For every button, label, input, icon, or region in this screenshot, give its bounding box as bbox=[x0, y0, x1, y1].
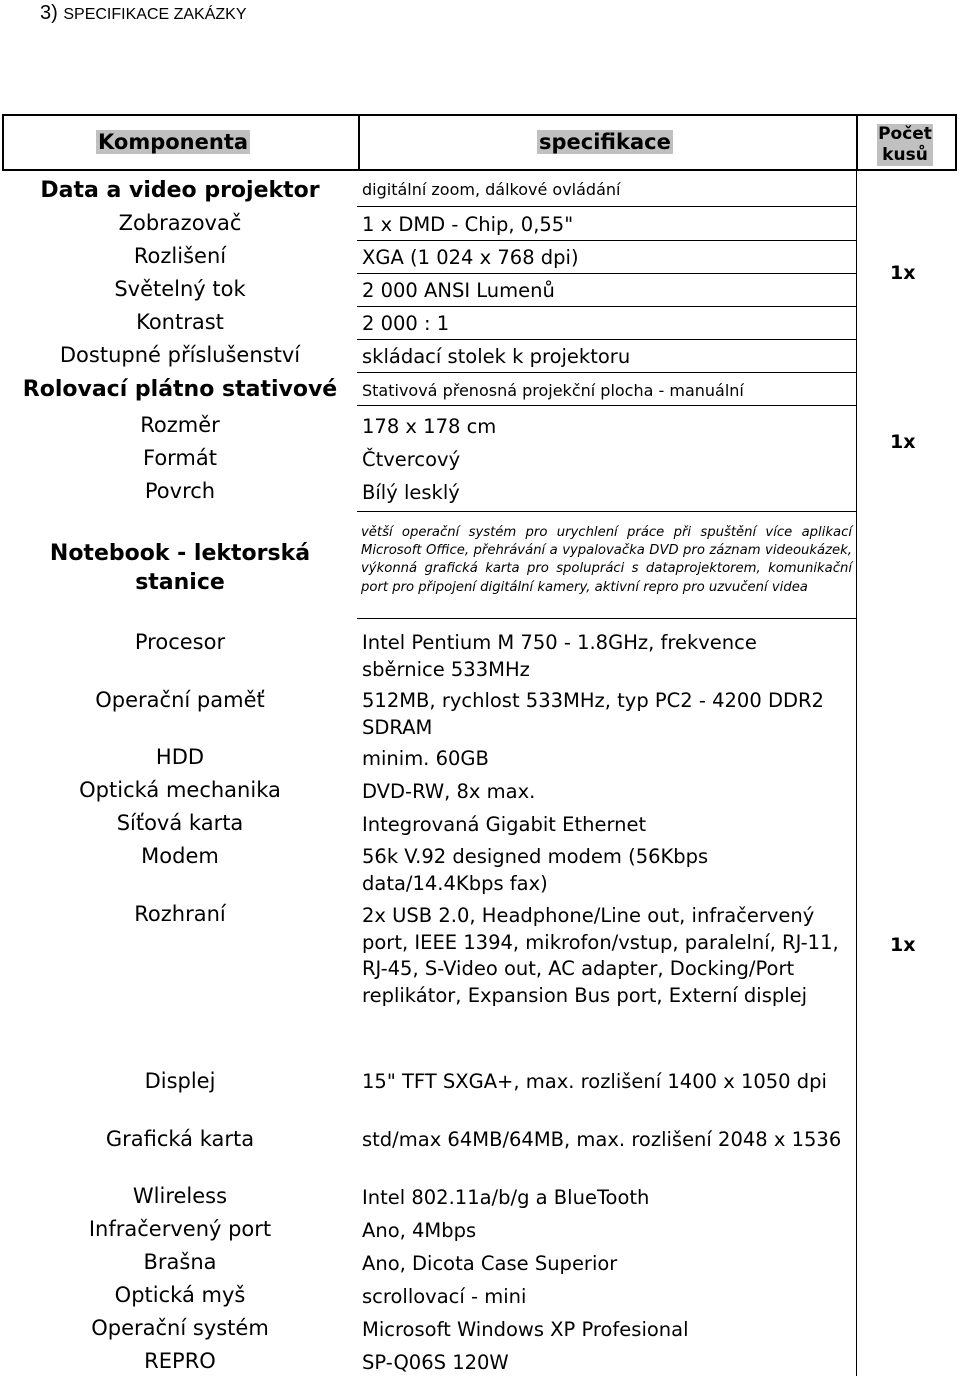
group-spec-projector: digitální zoom, dálkové ovládání bbox=[362, 180, 621, 199]
row-label: Grafická karta bbox=[105, 1127, 255, 1151]
row-label: Wlireless bbox=[132, 1184, 228, 1208]
row-value: 15" TFT SXGA+, max. rozlišení 1400 x 1050 dpi bbox=[362, 1070, 827, 1093]
row-label: Světelný tok bbox=[114, 277, 246, 301]
row-value: scrollovací - mini bbox=[362, 1285, 527, 1308]
section-heading bbox=[40, 2, 247, 25]
row-label: Rozlišení bbox=[133, 244, 227, 268]
row-label: Povrch bbox=[144, 479, 216, 503]
row-value: Intel 802.11a/b/g a BlueTooth bbox=[362, 1186, 650, 1209]
quantity-screen: 1x bbox=[890, 431, 916, 453]
row-value: Microsoft Windows XP Profesional bbox=[362, 1318, 689, 1341]
row-value: std/max 64MB/64MB, max. rozlišení 2048 x 1536 bbox=[362, 1128, 842, 1151]
row-value: 2 000 ANSI Lumenů bbox=[362, 279, 555, 302]
row-label: Zobrazovač bbox=[118, 211, 242, 235]
row-value: SP-Q06S 120W bbox=[362, 1351, 509, 1374]
row-label: Procesor bbox=[134, 630, 226, 654]
row-value: minim. 60GB bbox=[362, 747, 489, 770]
row-value: Ano, 4Mbps bbox=[362, 1219, 477, 1242]
header-count: Počet kusů bbox=[878, 124, 932, 165]
row-label: Brašna bbox=[143, 1250, 217, 1274]
row-value: skládací stolek k projektoru bbox=[362, 345, 631, 368]
row-label: Operační paměť bbox=[95, 688, 265, 712]
row-value: Bílý lesklý bbox=[362, 481, 460, 504]
row-label: Síťová karta bbox=[116, 811, 244, 835]
row-value: 512MB, rychlost 533MHz, typ PC2 - 4200 DDR2 SDRAM bbox=[362, 689, 824, 739]
header-component: Komponenta bbox=[98, 130, 249, 154]
row-value: 1 x DMD - Chip, 0,55" bbox=[362, 213, 574, 236]
row-label: HDD bbox=[155, 745, 205, 769]
row-value: 178 x 178 cm bbox=[362, 415, 497, 438]
quantity-projector: 1x bbox=[890, 262, 916, 284]
row-label: Rozhraní bbox=[134, 902, 226, 926]
row-label: Optická mechanika bbox=[79, 778, 281, 802]
row-label: Optická myš bbox=[114, 1283, 246, 1307]
row-value: Integrovaná Gigabit Ethernet bbox=[362, 813, 647, 836]
group-title-screen: Rolovací plátno stativové bbox=[22, 377, 338, 402]
row-label: REPRO bbox=[144, 1349, 216, 1373]
row-label: Rozměr bbox=[140, 413, 220, 437]
row-label: Formát bbox=[142, 446, 217, 470]
row-label: Displej bbox=[144, 1069, 216, 1093]
group-title-projector: Data a video projektor bbox=[40, 178, 320, 203]
quantity-notebook: 1x bbox=[890, 934, 916, 956]
row-value: 2 000 : 1 bbox=[362, 312, 450, 335]
group-title-notebook: Notebook - lektorská stanice bbox=[49, 541, 311, 595]
header-specification: specifikace bbox=[539, 130, 671, 154]
row-label: Modem bbox=[141, 844, 219, 868]
row-value: Ano, Dicota Case Superior bbox=[362, 1252, 618, 1275]
row-label: Dostupné příslušenství bbox=[59, 343, 301, 367]
row-label: Kontrast bbox=[136, 310, 224, 334]
group-spec-notebook: větší operační systém pro urychlení práce při spuštění více aplikací Microsoft Office, přehrávání a vypalovačka DVD pro záznam videoukázek, výkonná grafická karta pro spolupráci s dataprojektorem, komunikační port pro připojení digitální kamery, aktivní repro pro uzvučení videa bbox=[361, 525, 852, 595]
row-value: Čtvercový bbox=[362, 448, 461, 471]
group-spec-screen: Stativová přenosná projekční plocha - manuální bbox=[362, 381, 744, 400]
row-value: 2x USB 2.0, Headphone/Line out, infračervený port, IEEE 1394, mikrofon/vstup, paralelní, RJ-11, RJ-45, S-Video out, AC adapter, Docking/Port replikátor, Expansion Bus port, Externí displej bbox=[362, 904, 839, 1007]
row-value: Intel Pentium M 750 - 1.8GHz, frekvence sběrnice 533MHz bbox=[362, 631, 757, 681]
row-value: 56k V.92 designed modem (56Kbps data/14.4Kbps fax) bbox=[362, 845, 709, 895]
section-number: 3) bbox=[40, 2, 58, 24]
section-title: SPECIFIKACE ZAKÁZKY bbox=[63, 6, 247, 23]
row-value: DVD-RW, 8x max. bbox=[362, 780, 536, 803]
row-value: XGA (1 024 x 768 dpi) bbox=[362, 246, 579, 269]
row-label: Infračervený port bbox=[88, 1217, 272, 1241]
row-label: Operační systém bbox=[91, 1316, 269, 1340]
